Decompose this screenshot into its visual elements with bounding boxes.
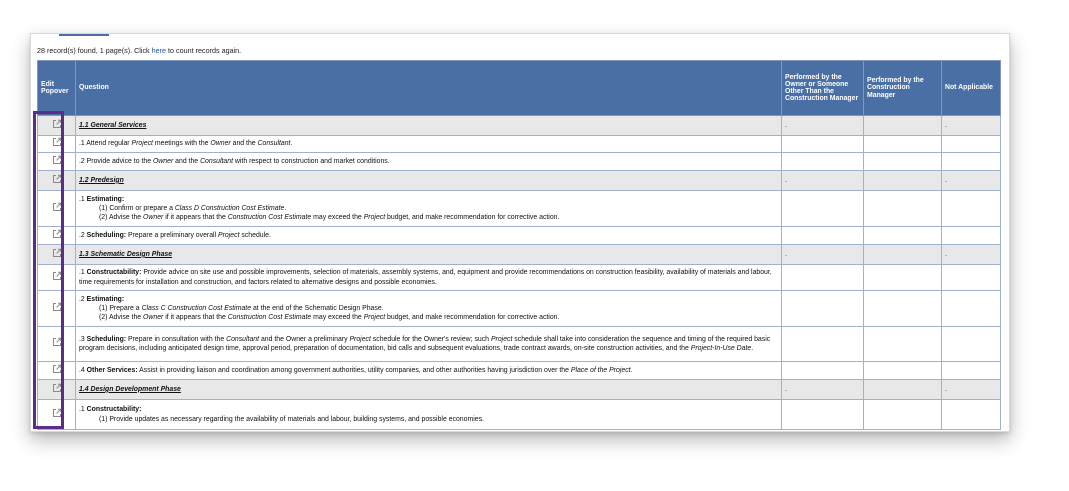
na-cell[interactable]: . xyxy=(942,171,1001,191)
na-cell[interactable] xyxy=(942,265,1001,291)
owner-cell[interactable]: . xyxy=(782,380,864,400)
na-cell[interactable] xyxy=(942,400,1001,430)
na-cell[interactable] xyxy=(942,291,1001,327)
question-cell xyxy=(76,380,782,400)
question-cell: .2 Provide advice to the Owner and the Consultant with respect to construction and market conditions. xyxy=(76,153,782,171)
owner-cell[interactable] xyxy=(782,265,864,291)
question-cell: .3 Scheduling: Prepare in consultation with the Consultant and the Owner a preliminary Project schedule for the Owner's review; such Project schedule shall take into consideration the sequence and timing of the required basic program decisions, including anticipated design time, approval period, preparation of documentation, bid calls and subsequent evaluations, trade contract awards, on-site construction activities, and the Project-In-Use Date. xyxy=(76,327,782,362)
record-count-text: 28 record(s) found, 1 page(s). Click here to count records again. xyxy=(37,46,242,55)
cm-cell[interactable] xyxy=(864,400,942,430)
section-title[interactable]: 1.2 Predesign xyxy=(79,176,124,184)
cm-cell[interactable] xyxy=(864,380,942,400)
question-cell: .1 Estimating: (1) Confirm or prepare a Class D Construction Cost Estimate. (2) Advise the Owner if it appears that the Construction Cost Estimate may exceed the Project budget, and make recommendation for corrective action. xyxy=(76,191,782,227)
owner-cell[interactable] xyxy=(782,136,864,153)
owner-cell[interactable] xyxy=(782,191,864,227)
na-cell[interactable] xyxy=(942,153,1001,171)
active-tab-indicator xyxy=(59,34,109,36)
owner-cell[interactable]: . xyxy=(782,116,864,136)
question-cell: .4 Other Services: Assist in providing liaison and coordination among government authorities, utility companies, and other authorities having jurisdiction over the Place of the Project. xyxy=(76,362,782,380)
cm-cell[interactable] xyxy=(864,153,942,171)
question-row xyxy=(38,400,1001,430)
owner-cell[interactable] xyxy=(782,327,864,362)
na-cell[interactable] xyxy=(942,362,1001,380)
owner-cell[interactable] xyxy=(782,400,864,430)
owner-cell[interactable]: . xyxy=(782,171,864,191)
edit-column-highlight xyxy=(33,111,64,429)
section-title[interactable]: 1.3 Schematic Design Phase xyxy=(79,250,173,258)
owner-cell[interactable] xyxy=(782,153,864,171)
question-row xyxy=(38,191,1001,227)
question-row xyxy=(38,265,1001,291)
question-cell: .1 Attend regular Project meetings with the Owner and the Consultant. xyxy=(76,136,782,153)
na-cell[interactable] xyxy=(942,327,1001,362)
question-cell xyxy=(76,116,782,136)
question-cell xyxy=(76,245,782,265)
cm-cell[interactable] xyxy=(864,116,942,136)
column-header-performed-by-owner[interactable]: Performed by the Owner or Someone Other Than the Construction Manager xyxy=(782,61,864,116)
owner-cell[interactable] xyxy=(782,291,864,327)
section-title[interactable]: 1.1 General Services xyxy=(79,121,147,129)
question-row xyxy=(38,136,1001,153)
column-header-edit-popover[interactable]: Edit Popover xyxy=(38,61,76,116)
section-row xyxy=(38,171,1001,191)
section-row xyxy=(38,116,1001,136)
cm-cell[interactable] xyxy=(864,227,942,245)
cm-cell[interactable] xyxy=(864,265,942,291)
cm-cell[interactable] xyxy=(864,136,942,153)
cm-cell[interactable] xyxy=(864,291,942,327)
question-row xyxy=(38,327,1001,362)
questions-table xyxy=(37,60,1001,430)
question-row xyxy=(38,291,1001,327)
na-cell[interactable] xyxy=(942,227,1001,245)
owner-cell[interactable] xyxy=(782,362,864,380)
cm-cell[interactable] xyxy=(864,362,942,380)
na-cell[interactable]: . xyxy=(942,116,1001,136)
cm-cell[interactable] xyxy=(864,327,942,362)
question-cell: .1 Constructability: Provide advice on site use and possible improvements, selection of materials, assembly systems, and, equipment and provide recommendations on construction feasibility, availability of materials and labour, time requirements for installation and construction, and factors related to alternative designs and possible economies. xyxy=(76,265,782,291)
owner-cell[interactable]: . xyxy=(782,245,864,265)
table-header-row xyxy=(38,61,1001,116)
question-row xyxy=(38,153,1001,171)
na-cell[interactable] xyxy=(942,191,1001,227)
column-header-performed-by-cm[interactable]: Performed by the Construction Manager xyxy=(864,61,942,116)
question-cell: .2 Scheduling: Prepare a preliminary overall Project schedule. xyxy=(76,227,782,245)
column-header-not-applicable[interactable]: Not Applicable xyxy=(942,61,1001,116)
na-cell[interactable]: . xyxy=(942,380,1001,400)
section-title[interactable]: 1.4 Design Development Phase xyxy=(79,385,181,393)
question-row xyxy=(38,227,1001,245)
cm-cell[interactable] xyxy=(864,245,942,265)
question-cell: .1 Constructability: (1) Provide updates as necessary regarding the availability of materials and labour, building systems, and possible economies. xyxy=(76,400,782,430)
owner-cell[interactable] xyxy=(782,227,864,245)
question-cell xyxy=(76,171,782,191)
section-row xyxy=(38,245,1001,265)
results-panel xyxy=(30,33,1010,432)
na-cell[interactable]: . xyxy=(942,245,1001,265)
count-records-link[interactable]: here xyxy=(151,46,167,55)
cm-cell[interactable] xyxy=(864,171,942,191)
na-cell[interactable] xyxy=(942,136,1001,153)
question-row xyxy=(38,362,1001,380)
section-row xyxy=(38,380,1001,400)
cm-cell[interactable] xyxy=(864,191,942,227)
question-cell: .2 Estimating: (1) Prepare a Class C Construction Cost Estimate at the end of the Schematic Design Phase. (2) Advise the Owner if it appears that the Construction Cost Estimate may exceed the Project budget, and make recommendation for corrective action. xyxy=(76,291,782,327)
column-header-question[interactable]: Question xyxy=(76,61,782,116)
